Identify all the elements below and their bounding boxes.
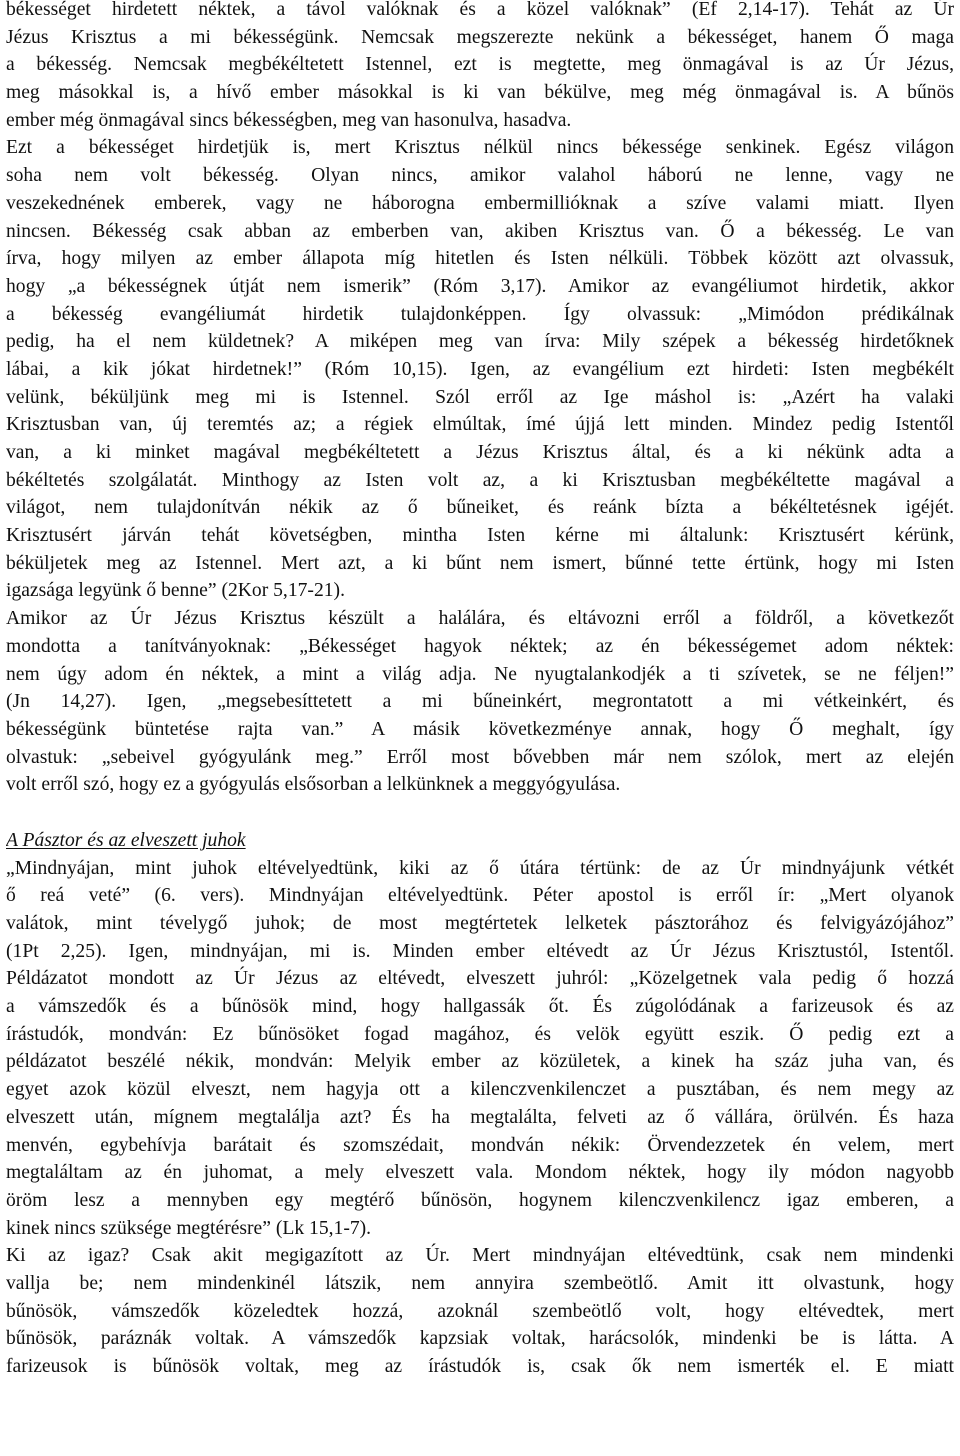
text-line: írástudók, mondván: Ez bűnösöket fogad magához, és velök együtt eszik. Ő pedig ezt a [6,1023,954,1045]
text-line: ő reá veté” (6. vers). Mindnyájan eltévelyedtünk. Péter apostol is erről ír: „Mert olyanok [6,885,954,907]
section-gap [6,799,954,827]
text-line: bűnösök, vámszedők közeledtek hozzá, azoknál szembeötlő volt, hogy eltévedtek, mert [6,1300,954,1322]
text-line: olvastuk: „sebeivel gyógyulánk meg.” Erről most bővebben már nem szólok, mert az elején [6,746,954,768]
text-line: hogy „a békességnek útját nem ismerik” (Róm 3,17). Amikor az evangéliumot hirdetik, akkor [6,275,954,297]
text-line: Ki az igaz? Csak akit megigazított az Úr. Mert mindnyájan eltévedtünk, csak nem mindenki [6,1245,954,1267]
body-text-section-1 [6,0,954,799]
text-line: farizeusok is bűnösök voltak, meg az írástudók is, csak ők nem ismerték el. E miatt [6,1356,954,1377]
text-line: van, a ki minket magával megbékéltetett a Jézus Krisztus által, és a ki nékünk adta a [6,442,954,463]
text-line: írva, hogy milyen az ember állapota míg hitetlen és Isten nélküli. Többek között azt olvassuk, [6,248,954,270]
text-line: a békesség evangéliumát hirdetik tulajdonképpen. Így olvassuk: „Mimódon prédikálnak [6,303,954,325]
text-line: Példázatot mondott az Úr Jézus az eltévedt, elveszett juhról: „Közelgetnek vala pedig ő hozzá [6,968,954,990]
text-line: veszekednének emberek, vagy ne háborogna embermillióknak a szíve valami miatt. Ilyen [6,192,954,214]
text-line: (1Pt 2,25). Igen, mindnyájan, mi is. Minden ember eltévedt az Úr Jézus Krisztustól, Istentől. [6,940,954,962]
text-line: ember még önmagával sincs békességben, meg van hasonulva, hasadva. [6,109,572,131]
text-line: (Jn 14,27). Igen, „megsebesíttetett a mi bűneinkért, megrontatott a mi vétkeinkért, és [6,691,954,713]
text-line: velünk, béküljünk meg mi is Istennel. Szól erről az Ige máshol is: „Azért ha valaki [6,386,954,408]
text-line: megtaláltam az én juhomat, a mely elveszett vala. Mondom néktek, hogy ily módon nagyobb [6,1162,954,1184]
text-line: Krisztusért járván tehát követségben, mintha Isten kérne mi általunk: Krisztusért kérünk, [6,525,954,547]
text-line: békességet hirdetett néktek, a távol valóknak és a közel valóknak” (Ef 2,14-17). Tehát az Úr [6,0,954,20]
text-line: pedig, ha el nem küldetnek? A miképen meg van írva: Mily szépek a békesség hirdetőknek [6,331,954,353]
text-line: Krisztusban van, új teremtés az; a régiek elmúltak, ímé újjá lett minden. Mindez pedig Istentől [6,414,954,436]
text-line: bűnösök, paráznák voltak. A vámszedők kapzsiak voltak, harácsolók, mindenki be is látta. A [6,1328,954,1350]
text-line: vallja be; nem mindenkinél látszik, nem annyira szembeötlő. Amit itt olvastunk, hogy [6,1272,954,1294]
body-text-section-2 [6,855,954,1381]
text-line: nincsen. Békesség csak abban az emberben van, akiben Krisztus van. Ő a békesség. Le van [6,220,954,242]
text-line: igazsága legyünk ő benne” (2Kor 5,17-21). [6,580,345,602]
text-line: Ezt a békességet hirdetjük is, mert Krisztus nélkül nincs békessége senkinek. Egész világon [6,137,954,159]
text-line: elveszett után, mígnem megtalálja azt? És ha megtalálta, felveti az ő vállára, örülvén. És haza [6,1106,954,1128]
section-heading: A Pásztor és az elveszett juhok [6,829,246,851]
text-line: nem úgy adom én néktek, a mint a világ adja. Ne nyugtalankodjék a ti szívetek, se ne féljen!” [6,663,954,685]
text-line: a vámszedők és a bűnösök mind, hogy hallgassák őt. És zúgolódának a farizeusok és az [6,996,954,1018]
text-line: öröm lesz a mennyben egy megtérő bűnösön, hogynem kilenczvenkilencz igaz emberen, a [6,1189,954,1211]
text-line: soha nem volt békesség. Olyan nincs, amikor valahol háború ne lenne, vagy ne [6,165,954,187]
text-line: béküljetek meg az Istennel. Mert azt, a ki bűnt nem ismert, bűnné tette értünk, hogy mi Isten [6,552,954,574]
document-page [6,0,954,1456]
text-line: lábai, a kik jókat hirdetnek!” (Róm 10,15). Igen, az evangélium ezt hirdeti: Isten megbékélt [6,358,954,380]
text-line: Jézus Krisztus a mi békességünk. Nemcsak megszerezte nekünk a békességet, hanem Ő maga [6,26,954,48]
text-line: egyet azok közül elveszt, nem hagyja ott a kilenczvenkilenczet a pusztában, és nem megy az [6,1079,954,1101]
text-line: békességünk büntetése rajta van.” A másik következménye annak, hogy Ő meghalt, így [6,718,954,740]
text-line: Amikor az Úr Jézus Krisztus készült a halálára, és eltávozni erről a földről, a következőt [6,608,954,630]
text-line: a békesség. Nemcsak megbékéltetett Istennel, ezt is megtette, meg önmagával is az Úr Jézus, [6,54,954,76]
text-line: volt erről szó, hogy ez a gyógyulás elsősorban a lelkünknek a meggyógyulása. [6,774,621,796]
text-line: „Mindnyájan, mint juhok eltévelyedtünk, kiki az ő útára tértünk: de az Úr mindnyájunk vétkét [6,857,954,879]
text-line: meg másokkal is, a hívő ember másokkal is ki van békülve, meg még önmagával is. A bűnös [6,82,954,104]
text-line: békéltetés szolgálatát. Minthogy az Isten volt az, a ki Krisztusban megbékéltette magával a [6,469,954,491]
text-line: példázatot beszélé nékik, mondván: Melyik ember az közületek, a kinek ha száz juha van, és [6,1051,954,1073]
text-line: kinek nincs szüksége megtérésre” (Lk 15,1-7). [6,1217,372,1239]
text-line: világot, nem tulajdonítván nékik az ő bűneiket, és reánk bízta a békéltetésnek igéjét. [6,497,954,519]
text-line: menvén, egybehívja barátait és szomszédait, mondván nékik: Örvendezzetek én velem, mert [6,1134,954,1156]
text-line: valátok, mint tévelygő juhok; de most megtértetek lelketek pásztorához és felvigyázójához” [6,913,954,934]
text-line: mondotta a tanítványoknak: „Békességet hagyok néktek; az én békességemet adom néktek: [6,635,954,657]
